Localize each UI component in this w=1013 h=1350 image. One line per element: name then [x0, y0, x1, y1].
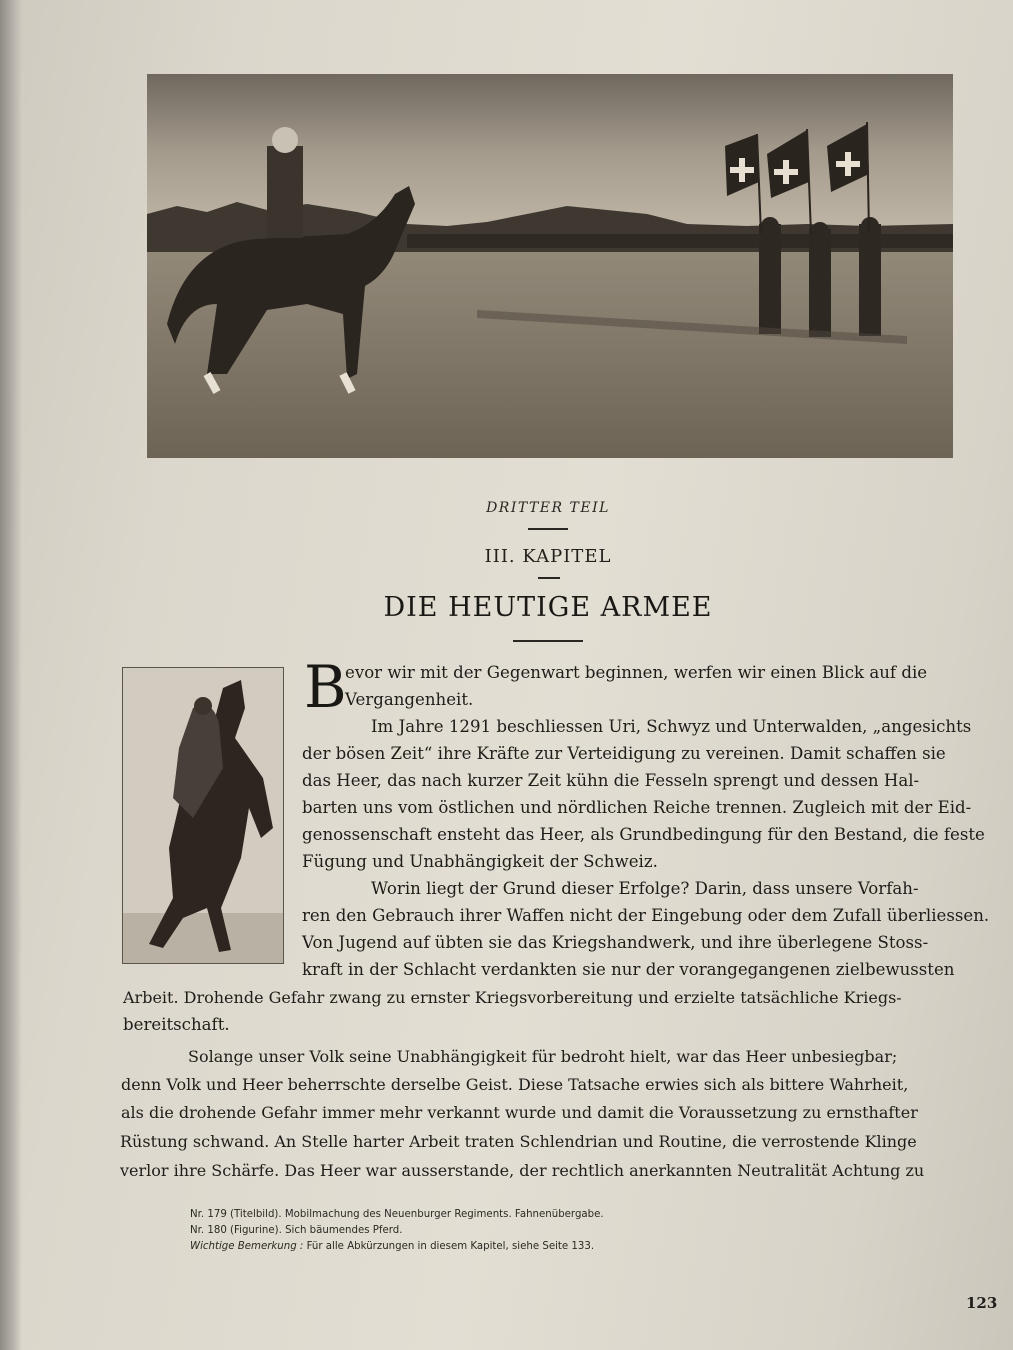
body-text-line: kraft in der Schlacht verdankten sie nur der vorangegangenen zielbewussten: [302, 960, 955, 979]
footnote-remark: [190, 1240, 594, 1254]
drop-cap: B: [304, 653, 347, 721]
footnote-remark-label: Wichtige Bemerkung :: [190, 1241, 304, 1252]
body-text-line: Rüstung schwand. An Stelle harter Arbeit traten Schlendrian und Routine, die verrostende Klinge: [120, 1132, 917, 1151]
footnote-title-image: Nr. 179 (Titelbild). Mobilmachung des Neuenburger Regiments. Fahnenübergabe.: [190, 1209, 604, 1220]
chapter-label: III. KAPITEL: [484, 546, 612, 567]
body-text-line: Von Jugend auf übten sie das Kriegshandwerk, und ihre überlegene Stoss-: [302, 933, 929, 952]
body-text-line: verlor ihre Schärfe. Das Heer war ausserstande, der rechtlich anerkannten Neutralität Achtung zu: [120, 1161, 925, 1180]
body-text-line: denn Volk und Heer beherrschte derselbe Geist. Diese Tatsache erwies sich als bittere Wahrheit,: [121, 1075, 909, 1094]
footnote-figurine: Nr. 180 (Figurine). Sich bäumendes Pferd.: [190, 1225, 403, 1236]
body-text-line: genossenschaft ensteht das Heer, als Grundbedingung für den Bestand, die feste: [302, 825, 985, 844]
divider-rule: [528, 528, 568, 530]
body-text-line: als die drohende Gefahr immer mehr verkannt wurde und damit die Voraussetzung zu ernsthafter: [121, 1103, 918, 1122]
body-text-line: Im Jahre 1291 beschliessen Uri, Schwyz und Unterwalden, „angesichts: [371, 717, 972, 736]
footnote-remark-text: Für alle Abkürzungen in diesem Kapitel, siehe Seite 133.: [303, 1241, 595, 1252]
title-underline: [513, 640, 583, 642]
figurine-illustration: [122, 667, 284, 964]
title-photograph: [147, 74, 953, 458]
body-text-line: das Heer, das nach kurzer Zeit kühn die Fesseln sprengt und dessen Hal-: [302, 771, 920, 790]
body-text-line: Fügung und Unabhängigkeit der Schweiz.: [302, 852, 658, 871]
body-text-line: barten uns vom östlichen und nördlichen Reiche trennen. Zugleich mit der Eid-: [302, 798, 972, 817]
body-text-line: Worin liegt der Grund dieser Erfolge? Darin, dass unsere Vorfah-: [371, 879, 919, 898]
page-number: 123: [966, 1294, 998, 1312]
page-title: DIE HEUTIGE ARMEE: [383, 592, 713, 623]
body-text-line: Solange unser Volk seine Unabhängigkeit für bedroht hielt, war das Heer unbesiegbar;: [188, 1047, 898, 1066]
body-text-line: Arbeit. Drohende Gefahr zwang zu ernster Kriegsvorbereitung und erzielte tatsächliche Kriegs-: [123, 988, 902, 1007]
book-gutter-shadow: [0, 0, 22, 1350]
body-text-line: bereitschaft.: [123, 1015, 230, 1034]
body-text-line: der bösen Zeit“ ihre Kräfte zur Verteidigung zu vereinen. Damit schaffen sie: [302, 744, 946, 763]
body-text-line: evor wir mit der Gegenwart beginnen, werfen wir einen Blick auf die: [345, 663, 928, 682]
divider-rule: [538, 577, 560, 579]
body-text-line: Vergangenheit.: [345, 690, 474, 709]
body-text-line: ren den Gebrauch ihrer Waffen nicht der Eingebung oder dem Zufall überliessen.: [302, 906, 990, 925]
part-label: DRITTER TEIL: [486, 500, 610, 516]
